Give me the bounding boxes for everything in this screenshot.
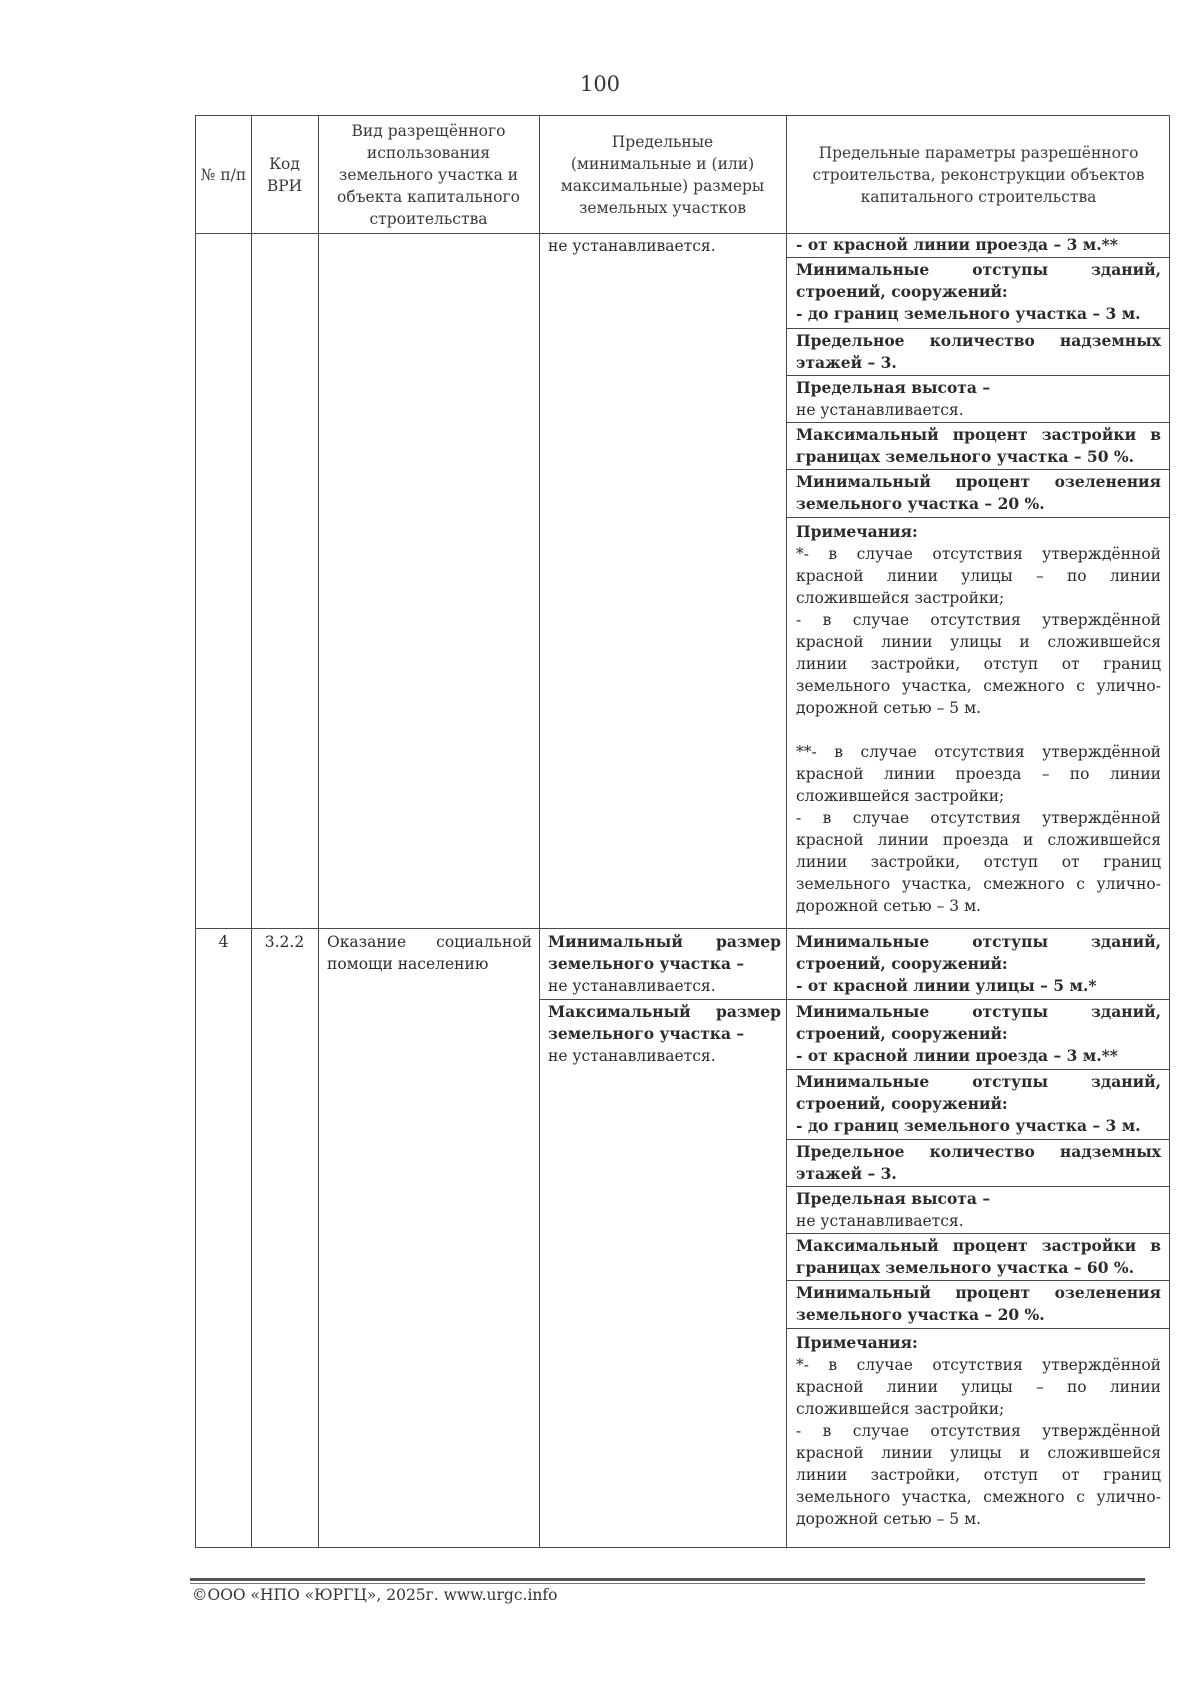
row4-num: 4 — [218, 933, 229, 951]
note-text: *- в случае отсутствия утверждённой красной линии улицы – по линии сложившейся застройки; — [796, 545, 1161, 607]
note-text: - в случае отсутствия утверждённой красной линии проезда и сложившейся линии застройки, отступ от границ земельного участка, смежного с улично-дорожной сетью – 3 м. — [796, 809, 1161, 915]
row4-greenery: Минимальный процент озеленения земельного участка – 20 %. — [796, 1283, 1161, 1324]
cont-plot-size: не устанавливается. — [548, 237, 716, 255]
header-build-params: Предельные параметры разрешённого строительства, реконструкции объектов капитального строительства — [812, 143, 1145, 206]
row4-offset-driveway: Минимальные отступы зданий, строений, сооружений: - от красной линии проезда – 3 м.** — [796, 1002, 1161, 1065]
col-divider — [318, 116, 319, 1547]
zoning-table — [195, 115, 1170, 1548]
cont-param-greenery: Минимальный процент озеленения земельного участка – 20 %. — [796, 472, 1161, 513]
notes-title: Примечания: — [796, 522, 918, 541]
row4-max-coverage: Максимальный процент застройки в границах земельного участка – 60 %. — [796, 1236, 1161, 1277]
note-text: *- в случае отсутствия утверждённой красной линии улицы – по линии сложившейся застройки; — [796, 1356, 1161, 1418]
note-text: - в случае отсутствия утверждённой красной линии улицы и сложившейся линии застройки, отступ от границ земельного участка, смежного с улично-дорожной сетью – 5 м. — [796, 1422, 1161, 1528]
row4-offset-plot: Минимальные отступы зданий, строений, сооружений: - до границ земельного участка – 3 м. — [796, 1072, 1161, 1135]
col-divider — [786, 116, 787, 1547]
header-code: Код ВРИ — [266, 154, 303, 195]
cont-notes — [796, 521, 1161, 917]
page-number: 100 — [579, 72, 621, 96]
row4-notes — [796, 1332, 1161, 1530]
row-divider — [196, 928, 1169, 929]
header-num: № п/п — [200, 165, 247, 184]
row4-height: Предельная высота – не устанавливается. — [796, 1189, 991, 1230]
row4-min-size: Минимальный размер земельного участка – не устанавливается. — [548, 932, 781, 995]
row4-code: 3.2.2 — [264, 933, 305, 951]
row4-max-size: Максимальный размер земельного участка – не устанавливается. — [548, 1002, 781, 1065]
header-use-type: Вид разрещённого использования земельного участка и объекта капитального строительства — [337, 121, 520, 228]
notes-title: Примечания: — [796, 1333, 918, 1352]
row4-use-name: Оказание социальной помощи населению — [327, 933, 532, 973]
note-text: **- в случае отсутствия утверждённой красной линии проезда – по линии сложившейся застройки; — [796, 743, 1161, 805]
footer-rule-thin — [190, 1583, 1145, 1584]
cont-param-min-offsets: Минимальные отступы зданий, строений, сооружений: - до границ земельного участка – 3 м. — [796, 260, 1161, 323]
footer-copyright: ©ООО «НПО «ЮРГЦ», 2025г. www.urgc.info — [192, 1586, 558, 1604]
cont-param-height: Предельная высота – не устанавливается. — [796, 378, 991, 419]
note-text: - в случае отсутствия утверждённой красной линии улицы и сложившейся линии застройки, отступ от границ земельного участка, смежного с улично-дорожной сетью – 5 м. — [796, 611, 1161, 717]
header-plot-size: Предельные (минимальные и (или) максимальные) размеры земельных участков — [560, 132, 765, 217]
col-divider — [251, 116, 252, 1547]
cont-param-floors: Предельное количество надземных этажей – 3. — [796, 331, 1161, 372]
row4-floors: Предельное количество надземных этажей – 3. — [796, 1142, 1161, 1183]
footer-rule — [190, 1578, 1145, 1581]
cont-param-offset: - от красной линии проезда – 3 м.** — [796, 235, 1118, 254]
cont-param-max-coverage: Максимальный процент застройки в границах земельного участка – 50 %. — [796, 425, 1161, 466]
row4-offset-street: Минимальные отступы зданий, строений, сооружений: - от красной линии улицы – 5 м.* — [796, 932, 1161, 995]
col-divider — [539, 116, 540, 1547]
